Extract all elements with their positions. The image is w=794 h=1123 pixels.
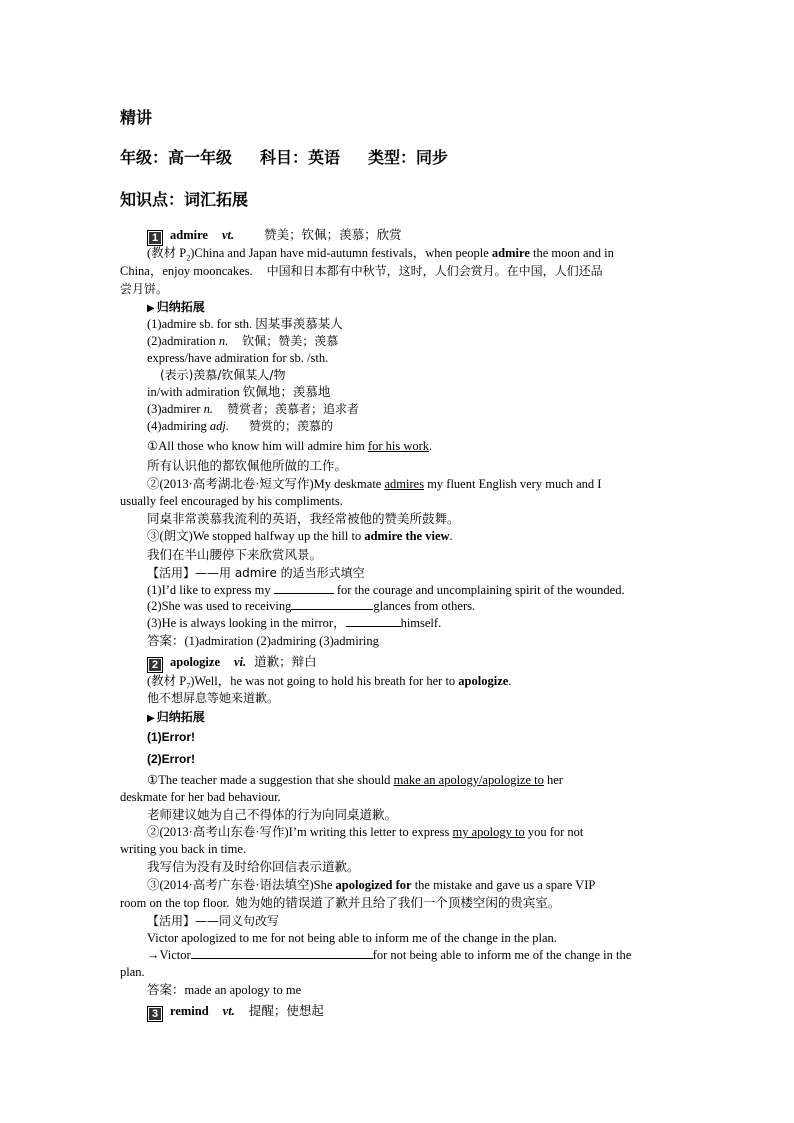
word-heading-admire [147,226,402,246]
source-translation: 尝月饼。 [120,282,169,296]
word-entry: remind [170,1004,209,1018]
number-badge-icon: 3 [147,1006,163,1022]
subject-label: 科目：英语 [260,148,341,167]
part-of-speech: vt. [221,228,235,242]
example-translation: 老师建议她为自己不得体的行为向同桌道歉。 [147,807,398,822]
expand-heading: ▶ 归纳拓展 [147,710,205,724]
example-sentence: ②(2013·高考山东卷·写作)I’m writing this letter to express my apology to you for not [147,825,584,839]
type-label: 类型：同步 [368,148,449,167]
page-title: 精讲 [120,108,153,127]
example-sentence: ③(2014·高考广东卷·语法填空)She apologized for the mistake and gave us a spare VIP [147,878,596,892]
example-sentence-cont: deskmate for her bad behaviour. [120,790,281,804]
part-of-speech: vi. [234,655,247,669]
part-of-speech: vt. [222,1004,235,1018]
example-sentence: ②(2013·高考湖北卷·短文写作)My deskmate admires my fluent English very much and I [147,477,602,491]
triangle-icon: ▶ [147,713,155,724]
word-entry: admire [170,228,208,242]
expand-item: (4)admiring adj. 赞赏的；羡慕的 [147,419,333,433]
grade-label: 年级：高一年级 [120,148,233,167]
practice-item-cont: plan. [120,965,145,979]
practice-item: (3)He is always looking in the mirror， himself. [147,616,442,630]
practice-heading: 【活用】——用 admire 的适当形式填空 [147,566,365,580]
source-translation: 他不想屏息等她来道歉。 [147,691,280,705]
expand-item: express/have admiration for sb. /sth. [147,351,329,365]
example-sentence-cont: writing you back in time. [120,842,247,856]
word-entry: apologize [170,655,220,669]
practice-item: (1)I’d like to express my for the courage and uncomplaining spirit of the wounded. [147,583,625,597]
word-meaning: 提醒；使想起 [248,1003,324,1018]
example-sentence-cont: usually feel encouraged by his compliments. [120,494,343,508]
source-sentence: (教材 $P_2)China$ and Japan have mid-autumn festivals，when people admire the moon and in [147,246,614,263]
number-badge-icon: 2 [147,657,163,673]
example-translation: 我们在半山腰停下来欣赏风景。 [147,547,323,562]
example-sentence: ①All those who know him will admire him for his work. [147,439,433,453]
expand-item: (2)admiration n. 钦佩；赞美；羡慕 [147,334,339,348]
answer-blank[interactable] [291,598,373,610]
example-sentence-cont: room on the top floor. 她为她的错误道了歉并且给了我们一个顶楼空闲的贵宾室。 [120,895,561,910]
practice-item: Victor apologized to me for not being able to inform me of the change in the plan. [147,931,557,945]
example-sentence: ①The teacher made a suggestion that she should make an apology/apologize to her [147,773,563,787]
expand-item: (2)Error! [147,752,196,766]
topic-label: 知识点：词汇拓展 [120,190,249,209]
example-translation: 同桌非常羡慕我流利的英语，我经常被他的赞美所鼓舞。 [147,511,460,526]
practice-heading: 【活用】——同义句改写 [147,914,280,928]
word-meaning: 道歉；辩白 [254,654,317,669]
expand-item: (1)admire sb. for sth. 因某事羡慕某人 [147,317,343,331]
word-meaning: 赞美；钦佩；羡慕；欣赏 [264,227,402,242]
word-heading-apologize [147,653,317,673]
source-sentence-cont: China，enjoy mooncakes. 中国和日本都有中秋节，这时，人们会赏月。在中国，人们还品 [120,264,603,278]
answer-blank[interactable] [346,615,401,627]
answer-line: 答案：(1)admiration (2)admiring (3)admiring [147,634,379,648]
expand-item: (1)Error! [147,730,196,744]
expand-item: (3)admirer n. 赞赏者；羡慕者；追求者 [147,402,359,416]
example-translation: 我写信为没有及时给你回信表示道歉。 [147,859,360,874]
example-sentence: ③(朗文)We stopped halfway up the hill to admire the view. [147,529,453,543]
expand-heading: ▶ 归纳拓展 [147,300,205,314]
answer-line: 答案：made an apology to me [147,983,302,997]
expand-item: in/with admiration 钦佩地；羡慕地 [147,385,331,399]
practice-item: →Victor for not being able to inform me of the change in the [147,948,632,962]
word-heading-remind [147,1002,324,1022]
example-translation: 所有认识他的都钦佩他所做的工作。 [147,458,348,473]
source-sentence: (教材 $P_7)Well$，he was not going to hold his breath for her to apologize. [147,674,512,691]
triangle-icon: ▶ [147,303,155,314]
answer-blank[interactable] [191,947,373,959]
practice-item: (2)She was used to receiving glances from others. [147,599,476,613]
number-badge-icon: 1 [147,230,163,246]
expand-item: (表示)羡慕/钦佩某人/物 [160,368,286,382]
meta-line [120,148,448,168]
answer-blank[interactable] [274,582,334,594]
